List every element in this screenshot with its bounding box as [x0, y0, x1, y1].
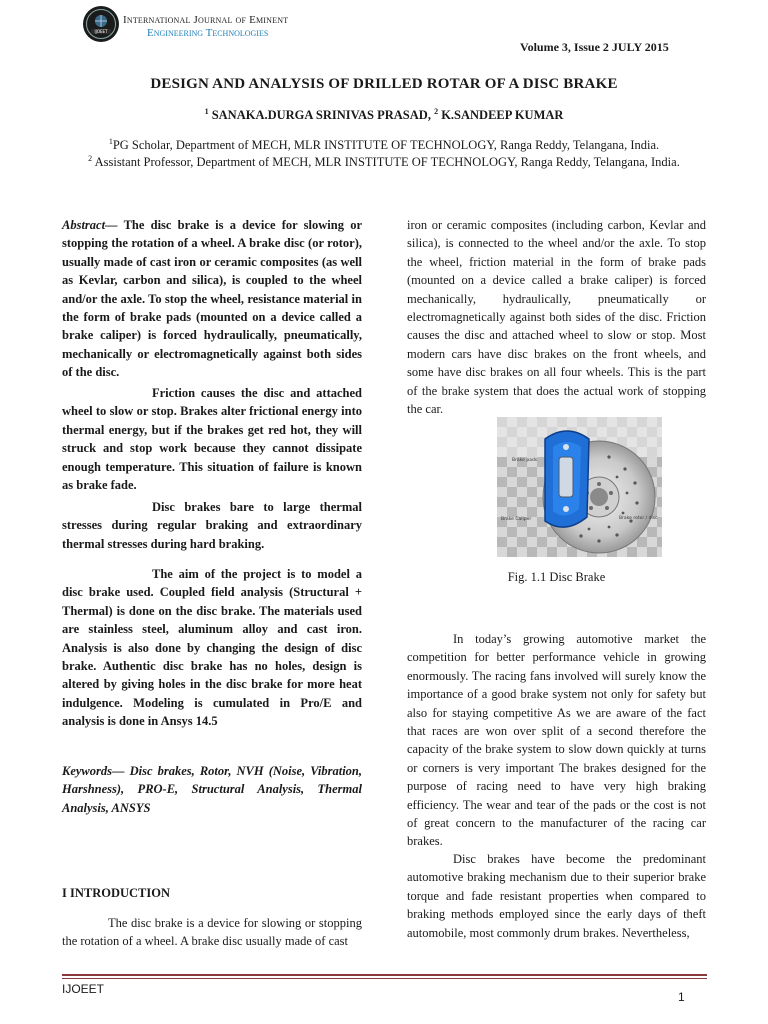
- journal-name: International Journal of Eminent: [123, 14, 289, 26]
- journal-subtitle: Engineering Technologies: [147, 27, 269, 39]
- svg-text:Brake Caliper: Brake Caliper: [501, 517, 532, 522]
- affiliation-2: $^2$ Assistant Professor, Department of MECH, MLR INSTITUTE OF TECHNOLOGY, Ranga Reddy, Telangana, India.: [88, 153, 680, 169]
- intro-paragraph: The disc brake is a device for slowing or stopping the rotation of a wheel. A brake disc usually made of cast: [62, 916, 362, 949]
- page-number: 1: [678, 990, 685, 1004]
- keywords: Keywords— Disc brakes, Rotor, NVH (Noise, Vibration, Harshness), PRO-E, Structural Analysis, Thermal Analysis, ANSYS: [62, 764, 362, 815]
- abstract-p4: The aim of the project is to model a disc brake used. Coupled field analysis (Structural + Thermal) is done on the disc brake. The materials used are stainless steel, aluminum alloy and cast iron. Analysis is also done by changing the design of disc brake. Authentic disc brake has no holes, design is altered by giving holes in the disc brake for more heat indulgence. Modeling is cumulated in Pro/E and analysis is done in Ansys 14.5: [62, 567, 362, 729]
- abstract-p3: Disc brakes bare to large thermal stresses during regular braking and extraordinary thermal stresses during hard braking.: [62, 500, 362, 551]
- right-paragraph-1: iron or ceramic composites (including carbon, Kevlar and silica), is connected to the wheel and/or the axle. To stop the wheel, friction material in the form of brake pads (mounted on a device called a brake caliper) is forced mechanically, hydraulically, pneumatically or electromagnetically against both sides of the disc. Friction causes the disc and attached wheel to slow or stop. Most modern cars have disc brakes on the front wheels, and some have disc brakes on all four wheels. This is the part of the brake system that does the actual work of stopping the car.: [407, 218, 706, 417]
- figure-caption: Fig. 1.1 Disc Brake: [507, 570, 606, 584]
- keywords-label: Keywords—: [62, 764, 125, 778]
- svg-text:Brake rotor / disc: Brake rotor / disc: [619, 516, 658, 521]
- affiliation-1: $^1$PG Scholar, Department of MECH, MLR INSTITUTE OF TECHNOLOGY, Ranga Reddy, Telangana, India.: [108, 136, 660, 152]
- abstract-label: Abstract—: [62, 218, 118, 232]
- svg-text:Brake pads: Brake pads: [512, 458, 538, 463]
- section-heading-introduction: I INTRODUCTION: [62, 886, 171, 900]
- abstract-p1: Abstract— The disc brake is a device for slowing or stopping the rotation of a wheel. A brake disc (or rotor), usually made of cast iron or ceramic composites (as well as Kevlar, carbon and silica), is coupled to the wheel and/or the axle. To stop the wheel, resistance material in the form of brake pads (mounted on a device called a brake caliper) is forced hydraulically, pneumatically, mechanically or electromagnetically against both sides of the disc.: [62, 218, 362, 380]
- issue-info: Volume 3, Issue 2 JULY 2015: [520, 40, 669, 54]
- svg-text:IJOEET: IJOEET: [94, 29, 108, 34]
- right-paragraph-2: In today’s growing automotive market the competition for better performance vehicle in growing enormously. The racing fans involved will surely know the importance of a good brake system not only for safety but also for staying competitive As we are aware of the fact that races are won over split of a second therefore the capacity of the brake system to slow down quickly at turns or corners is very important The brakes designed for the purpose of racing need to have very high braking efficiency. The wear and tear of the pads or the cost is not of great concern to the manufacturer of the racing car brakes.: [407, 632, 706, 849]
- right-paragraph-3: Disc brakes have become the predominant automotive braking mechanism due to their superior brake torque and fade resistant properties when compared to braking methods employed since the early days of theft automobile, most commonly drum brakes. Nevertheless,: [407, 852, 706, 940]
- abstract-p2: Friction causes the disc and attached wheel to slow or stop. Brakes alter frictional energy into thermal energy, but if the brakes get red hot, they will struck and stop work because they cannot dissipate enough temperature. This situation of failure is known as brake fade.: [62, 386, 362, 493]
- paper-title: DESIGN AND ANALYSIS OF DRILLED ROTAR OF A DISC BRAKE: [150, 76, 618, 92]
- footer-rule-thin: [62, 978, 707, 979]
- footer-rule: [62, 974, 707, 976]
- authors: $^1$ SANAKA.DURGA SRINIVAS PRASAD, $^2$ K.SANDEEP KUMAR: [204, 106, 564, 122]
- footer-journal: IJOEET: [62, 982, 105, 996]
- disc-brake-figure: [497, 417, 662, 557]
- journal-logo: [82, 5, 120, 43]
